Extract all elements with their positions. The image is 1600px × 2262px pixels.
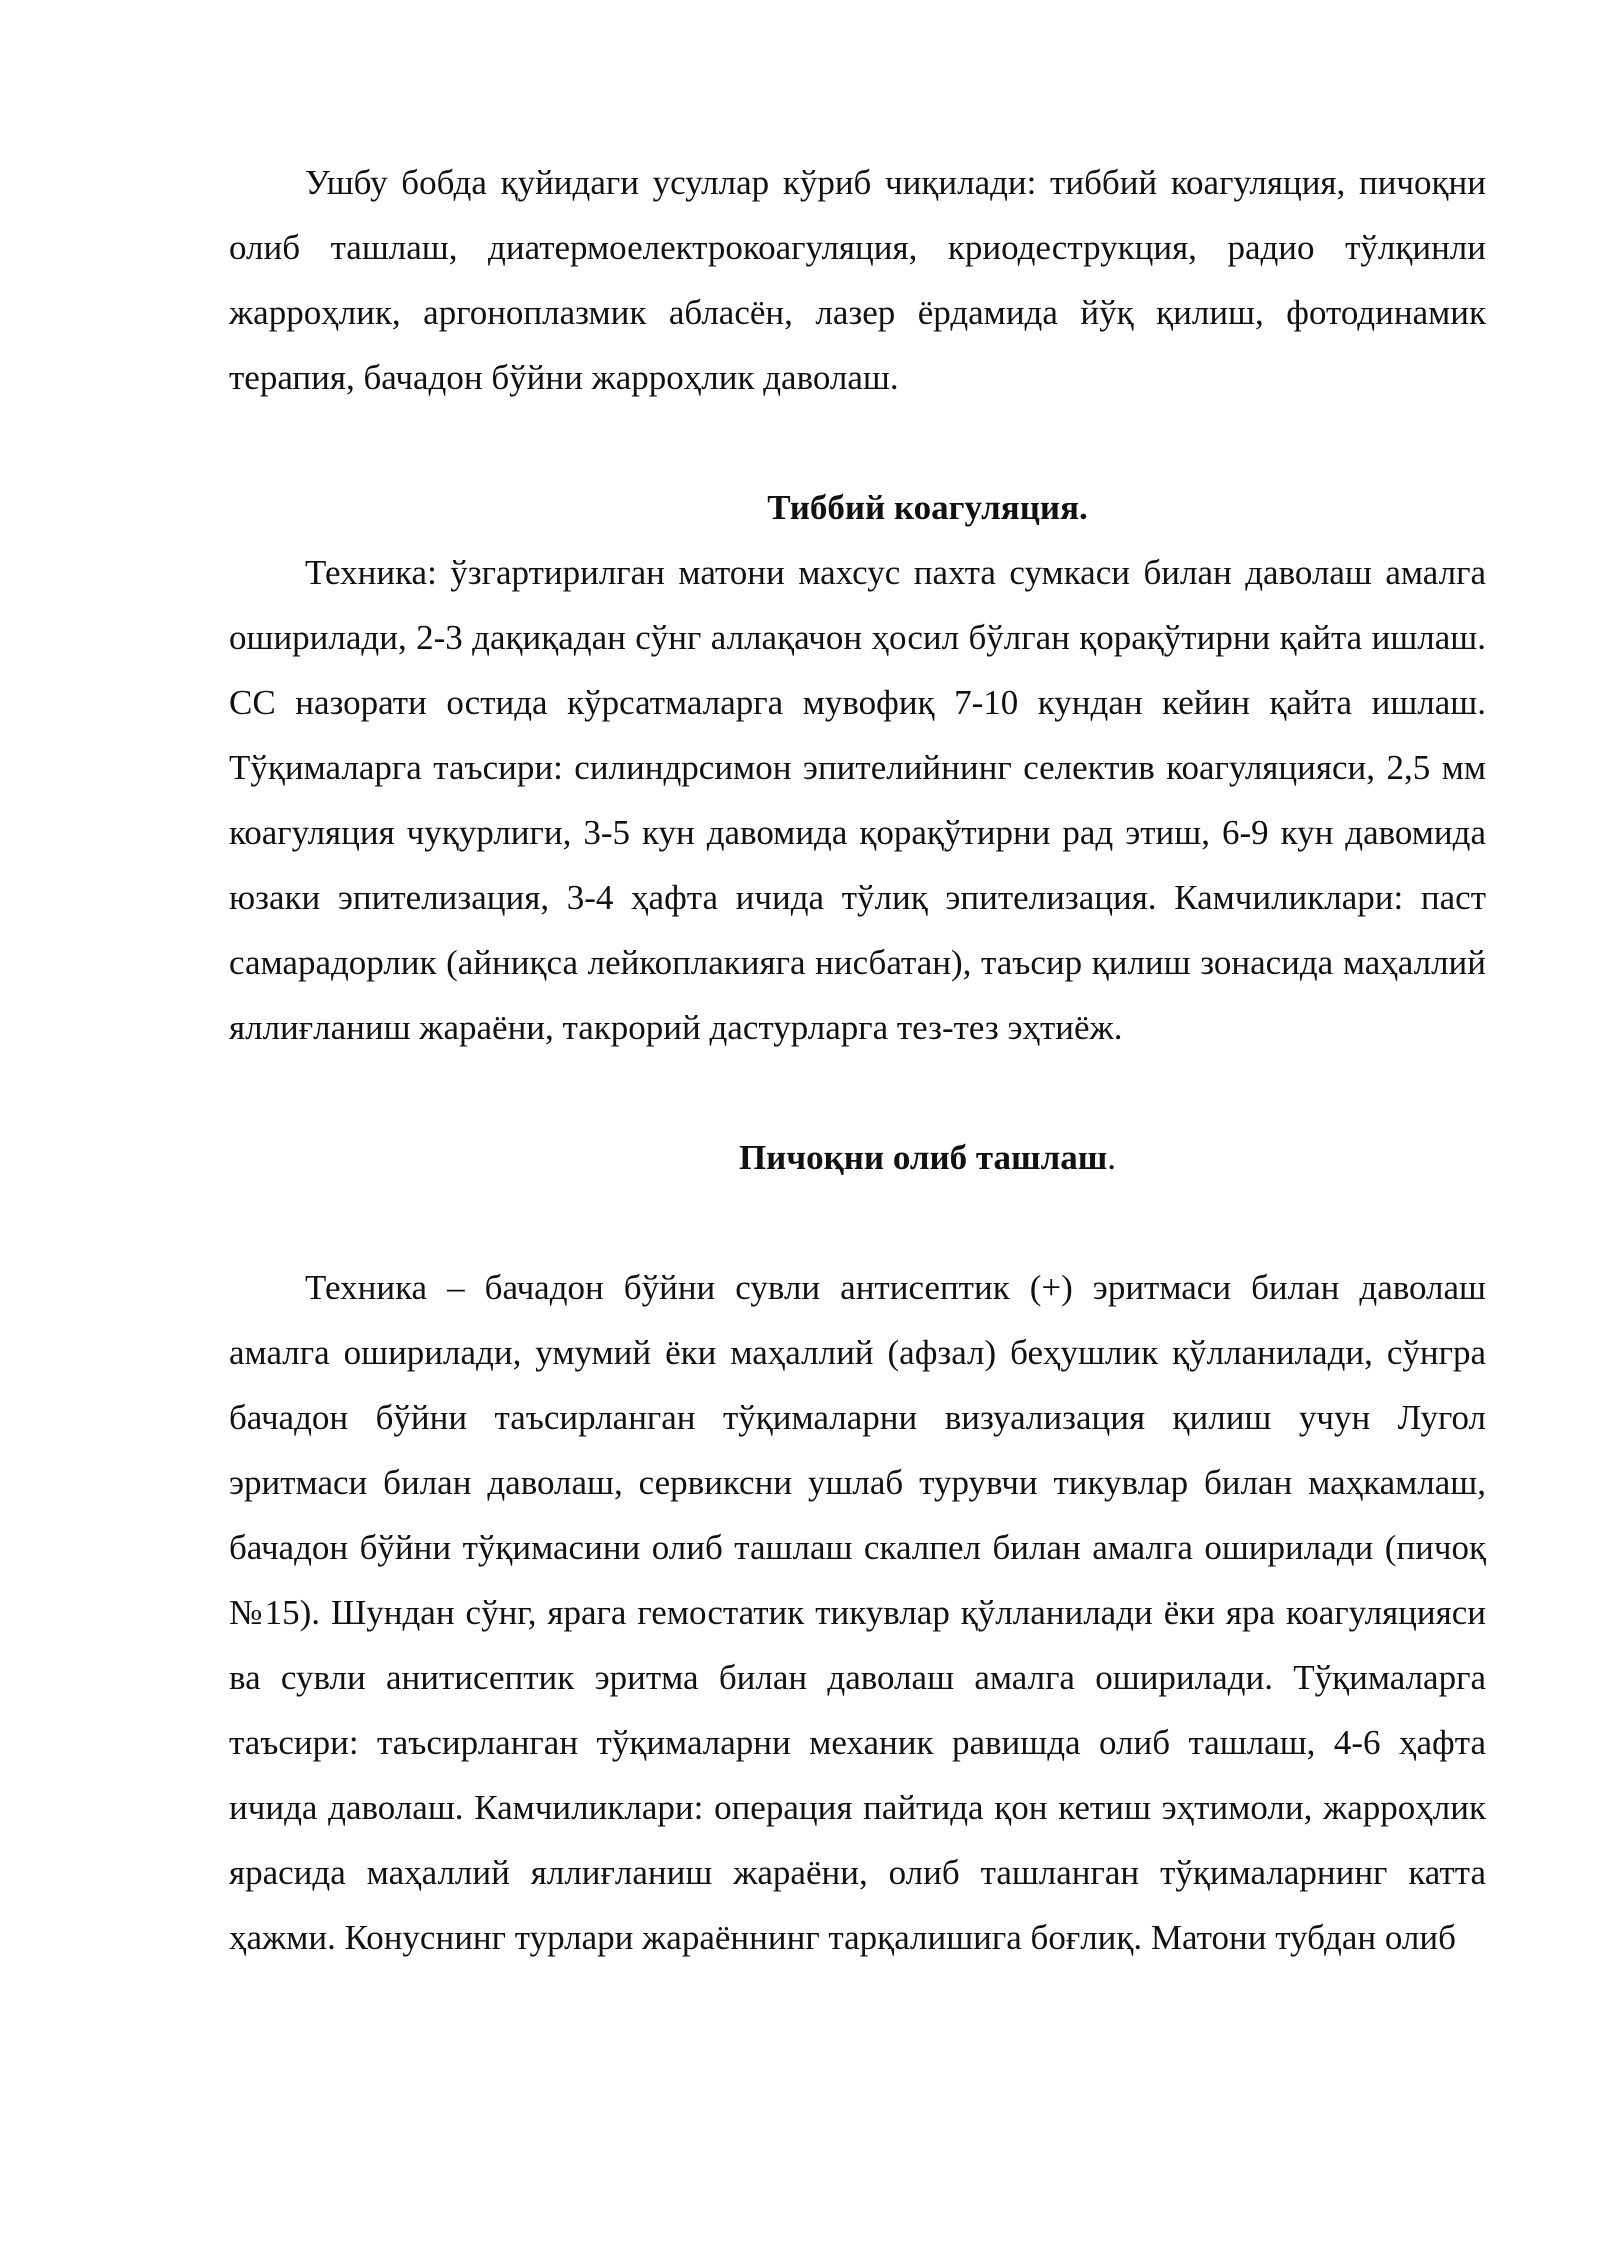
section-heading-medical-coagulation: Тиббий коагуляция.	[767, 488, 1088, 527]
intro-paragraph: Ушбу бобда қуйидаги усуллар кўриб чиқилади: тиббий коагуляция, пичоқни олиб ташлаш, диатермоелектрокоагуляция, криодеструкция, радио тўлқинли жарроҳлик, аргоноплазмик абласён, лазер ёрдамида йўқ қилиш, фотодинамик терапия, бачадон бўйни жарроҳлик даволаш.	[229, 163, 1486, 397]
section-body-knife-excision: Техника – бачадон бўйни сувли антисептик (+) эритмаси билан даволаш амалга оширилади, умумий ёки маҳаллий (афзал) беҳушлик қўлланилади, сўнгра бачадон бўйни таъсирланган тўқималарни визуализация қилиш учун Лугол эритмаси билан даволаш, сервиксни ушлаб турувчи тикувлар билан маҳкамлаш, бачадон бўйни тўқимасини олиб ташлаш скалпел билан амалга оширилади (пичоқ №15). Шундан сўнг, ярага гемостатик тикувлар қўлланилади ёки яра коагуляцияси ва сувли анитисептик эритма билан даволаш амалга оширилади. Тўқималарга таъсири: таъсирланган тўқималарни механик равишда олиб ташлаш, 4-6 ҳафта ичида даволаш. Камчиликлари: операция пайтида қон кетиш эҳтимоли, жарроҳлик ярасида маҳаллий яллиғланиш жараёни, олиб ташланган тўқималарнинг катта ҳажми. Конуснинг турлари жараённинг тарқалишига боғлиқ. Матони тубдан олиб	[229, 1268, 1486, 1957]
section-heading-knife-excision	[229, 1125, 1486, 1190]
document-page	[229, 150, 1486, 1970]
spacer	[229, 1190, 1486, 1255]
heading-period: .	[1107, 1138, 1117, 1177]
spacer	[229, 1060, 1486, 1125]
section-body-medical-coagulation: Техника: ўзгартирилган матони махсус пахта сумкаси билан даволаш амалга оширилади, 2-3 дақиқадан сўнг аллақачон ҳосил бўлган қорақўтирни қайта ишлаш. СС назорати остида кўрсатмаларга мувофиқ 7-10 кундан кейин қайта ишлаш. Тўқималарга таъсири: силиндрсимон эпителийнинг селектив коагуляцияси, 2,5 мм коагуляция чуқурлиги, 3-5 кун давомида қорақўтирни рад этиш, 6-9 кун давомида юзаки эпителизация, 3-4 ҳафта ичида тўлиқ эпителизация. Камчиликлари: паст самарадорлик (айниқса лейкоплакияга нисбатан), таъсир қилиш зонасида маҳаллий яллиғланиш жараёни, такрорий дастурларга тез-тез эҳтиёж.	[229, 553, 1486, 1047]
spacer	[229, 410, 1486, 475]
heading-text: Пичоқни олиб ташлаш	[738, 1138, 1108, 1177]
